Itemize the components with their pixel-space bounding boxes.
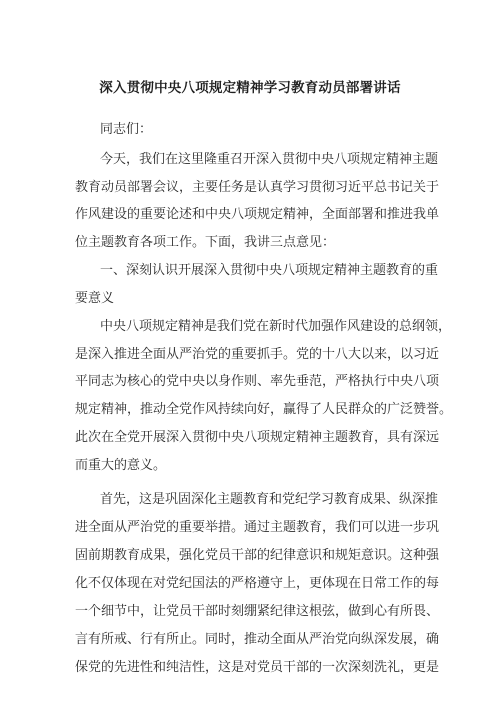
paragraph-line: 平同志为核心的党中央以身作则、率先垂范，严格执行中央八项 [75, 374, 440, 389]
paragraph-line: 同志们： [100, 122, 153, 137]
paragraph-line: 固前期教育成果，强化党员干部的纪律意识和规矩意识。这种强 [75, 548, 440, 563]
document-title: 深入贯彻中央八项规定精神学习教育动员部署讲话 [99, 80, 401, 96]
paragraph-line: 教育动员部署会议，主要任务是认真学习贯彻习近平总书记关于 [75, 180, 440, 195]
paragraph-line: 此次在全党开展深入贯彻中央八项规定精神主题教育，具有深远 [75, 430, 440, 445]
paragraph-line: 位主题教育各项工作。下面，我讲三点意见： [75, 235, 336, 250]
paragraph-line: 言有所戒、行有所止。同时，推动全面从严治党向纵深发展，确 [75, 632, 440, 647]
paragraph-line: 一个细节中，让党员干部时刻绷紧纪律这根弦，做到心有所畏、 [75, 604, 440, 619]
paragraph-line: 规定精神，推动全党作风持续向好，赢得了人民群众的广泛赞誉。 [75, 402, 453, 417]
paragraph-line: 是深入推进全面从严治党的重要抓手。党的十八大以来，以习近 [75, 347, 440, 362]
section-heading-line: 要意义 [75, 291, 115, 306]
paragraph-line: 作风建设的重要论述和中央八项规定精神，全面部署和推进我单 [75, 207, 440, 222]
paragraph-line: 而重大的意义。 [75, 458, 167, 473]
paragraph-line: 今天，我们在这里隆重召开深入贯彻中央八项规定精神主题 [100, 152, 439, 167]
paragraph-line: 中央八项规定精神是我们党在新时代加强作风建设的总纲领， [100, 319, 452, 334]
section-heading-line: 一、深刻认识开展深入贯彻中央八项规定精神主题教育的重 [100, 263, 439, 278]
paragraph-line: 首先，这是巩固深化主题教育和党纪学习教育成果、纵深推 [100, 492, 439, 507]
paragraph-line: 进全面从严治党的重要举措。通过主题教育，我们可以进一步巩 [75, 520, 440, 535]
paragraph-line: 保党的先进性和纯洁性，这是对党员干部的一次深刻洗礼，更是 [75, 660, 440, 675]
paragraph-line: 化不仅体现在对党纪国法的严格遵守上，更体现在日常工作的每 [75, 576, 440, 591]
